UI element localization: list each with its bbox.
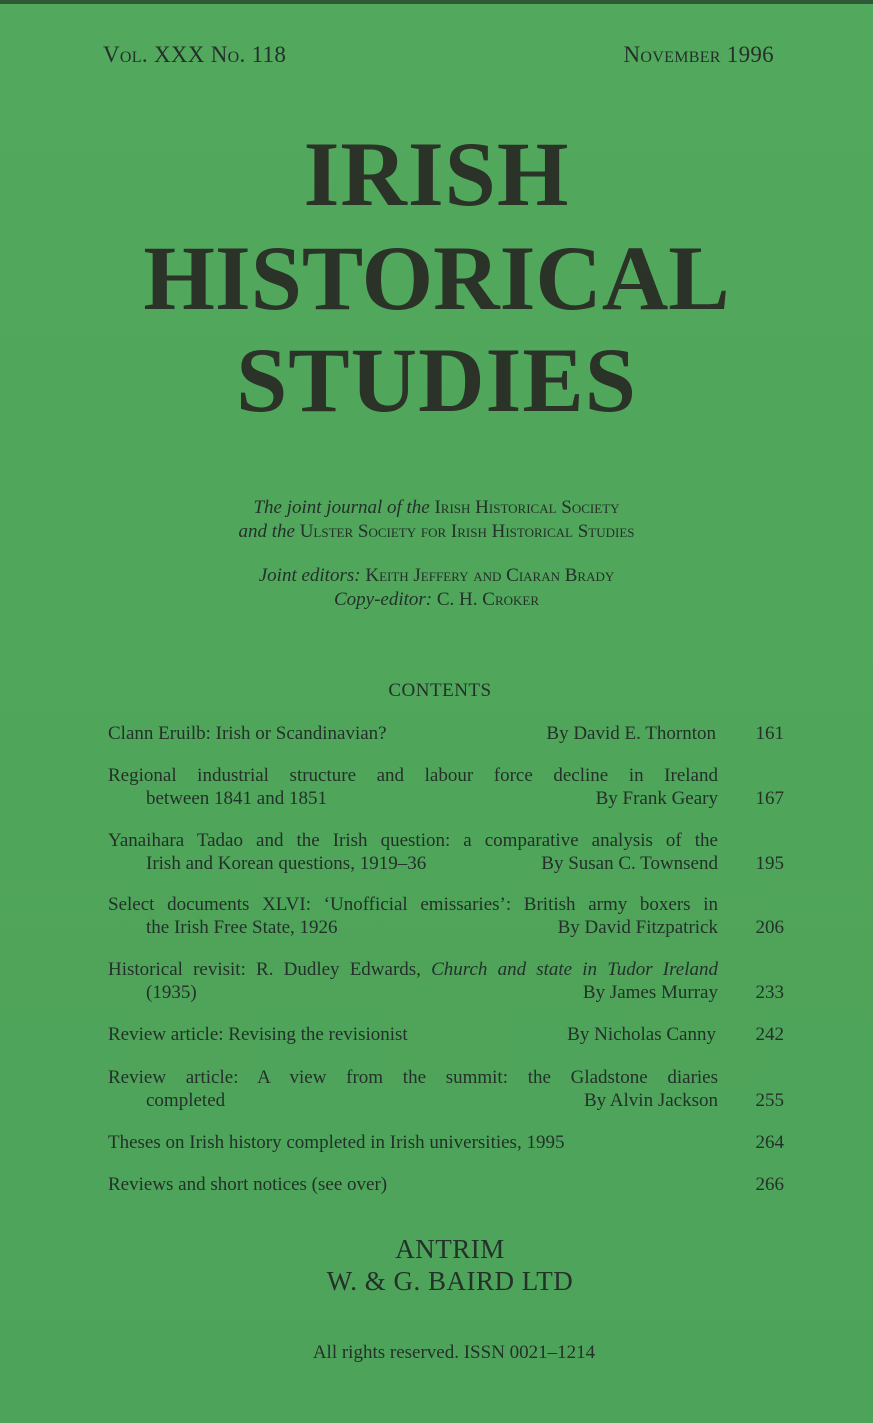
entry-title-italic: Church and state in Tudor Ireland — [431, 959, 719, 980]
contents-entry — [108, 764, 788, 810]
society-1: Irish Historical Society — [434, 497, 620, 518]
entry-page: 167 — [755, 788, 784, 809]
contents-entry — [108, 893, 788, 939]
copy-editor-label: Copy-editor: — [333, 589, 433, 610]
entry-title-line-2: between 1841 and 1851 — [146, 788, 327, 809]
joint-mid: and the — [238, 521, 295, 542]
entry-title: Clann Eruilb: Irish or Scandinavian? — [108, 723, 387, 744]
entry-title-line-2: completed — [146, 1090, 226, 1111]
entry-page: 161 — [755, 723, 784, 744]
entry-title-line-2: Irish and Korean questions, 1919–36 — [146, 853, 427, 874]
journal-title-line-2: HISTORICAL — [143, 227, 730, 329]
contents-entry — [108, 958, 788, 1004]
rights-issn: All rights reserved. ISSN 0021–1214 — [312, 1342, 596, 1363]
contents-entry — [108, 1066, 788, 1112]
copy-editor-name: C. H. Croker — [436, 589, 540, 610]
entry-author: By David Fitzpatrick — [557, 917, 718, 938]
journal-title-line-1: IRISH — [303, 123, 570, 225]
entry-title-continued — [108, 1089, 718, 1112]
contents-entry — [108, 1131, 788, 1154]
society-2: Ulster Society for Irish Historical Studies — [299, 521, 635, 542]
cover-top-edge — [0, 0, 873, 4]
editors-names: Keith Jeffery and Ciaran Brady — [365, 565, 615, 586]
entry-title — [108, 958, 718, 981]
joint-line-2 — [0, 520, 873, 544]
entry-title: Reviews and short notices (see over) — [108, 1174, 388, 1195]
contents-entry — [108, 829, 788, 875]
entry-page: 242 — [755, 1024, 784, 1045]
entry-title-continued — [108, 787, 718, 810]
joint-journal-statement — [0, 496, 873, 544]
entry-author: By David E. Thornton — [546, 723, 716, 744]
joint-line-1 — [0, 496, 873, 520]
entry-author: By James Murray — [582, 982, 718, 1003]
joint-prefix: The joint journal of the — [253, 497, 430, 518]
entry-title: Yanaihara Tadao and the Irish question: a comparative analysis of the — [108, 830, 718, 851]
entry-page: 195 — [755, 853, 784, 874]
entry-page: 264 — [755, 1132, 784, 1153]
publisher-place: ANTRIM — [395, 1234, 505, 1264]
entry-page: 206 — [755, 917, 784, 938]
entry-title: Review article: A view from the summit: the Gladstone diaries — [108, 1067, 718, 1088]
contents-heading: CONTENTS — [388, 680, 492, 701]
editors-label: Joint editors: — [258, 565, 361, 586]
entry-title-prefix: Historical revisit: R. Dudley Edwards, — [108, 959, 421, 980]
joint-editors-line — [0, 564, 873, 588]
entry-page: 255 — [755, 1090, 784, 1111]
issue-date: November 1996 — [623, 42, 774, 67]
entry-page: 266 — [755, 1174, 784, 1195]
entry-author: By Frank Geary — [595, 788, 718, 809]
entry-title: Regional industrial structure and labour force decline in Ireland — [108, 765, 718, 786]
entry-title-continued — [108, 852, 718, 875]
contents-entry — [108, 1023, 788, 1046]
entry-author: By Nicholas Canny — [567, 1024, 716, 1045]
entry-title-line-2: (1935) — [146, 982, 197, 1003]
contents-entry — [108, 1173, 788, 1196]
editors-block — [0, 564, 873, 612]
entry-page: 233 — [755, 982, 784, 1003]
entry-title: Review article: Revising the revisionist — [108, 1024, 408, 1045]
publisher-name: W. & G. BAIRD LTD — [326, 1266, 574, 1296]
entry-title: Theses on Irish history completed in Irish universities, 1995 — [108, 1132, 565, 1153]
entry-author: By Alvin Jackson — [583, 1090, 718, 1111]
entry-author: By Susan C. Townsend — [541, 853, 718, 874]
entry-title-continued — [108, 916, 718, 939]
contents-entry — [108, 722, 788, 745]
entry-title-line-2: the Irish Free State, 1926 — [146, 917, 338, 938]
entry-title-continued — [108, 981, 718, 1004]
copy-editor-line — [0, 588, 873, 612]
journal-title-line-3: STUDIES — [236, 329, 637, 431]
volume-number: Vol. XXX No. 118 — [103, 42, 287, 67]
entry-title: Select documents XLVI: ‘Unofficial emissaries’: British army boxers in — [108, 894, 718, 915]
